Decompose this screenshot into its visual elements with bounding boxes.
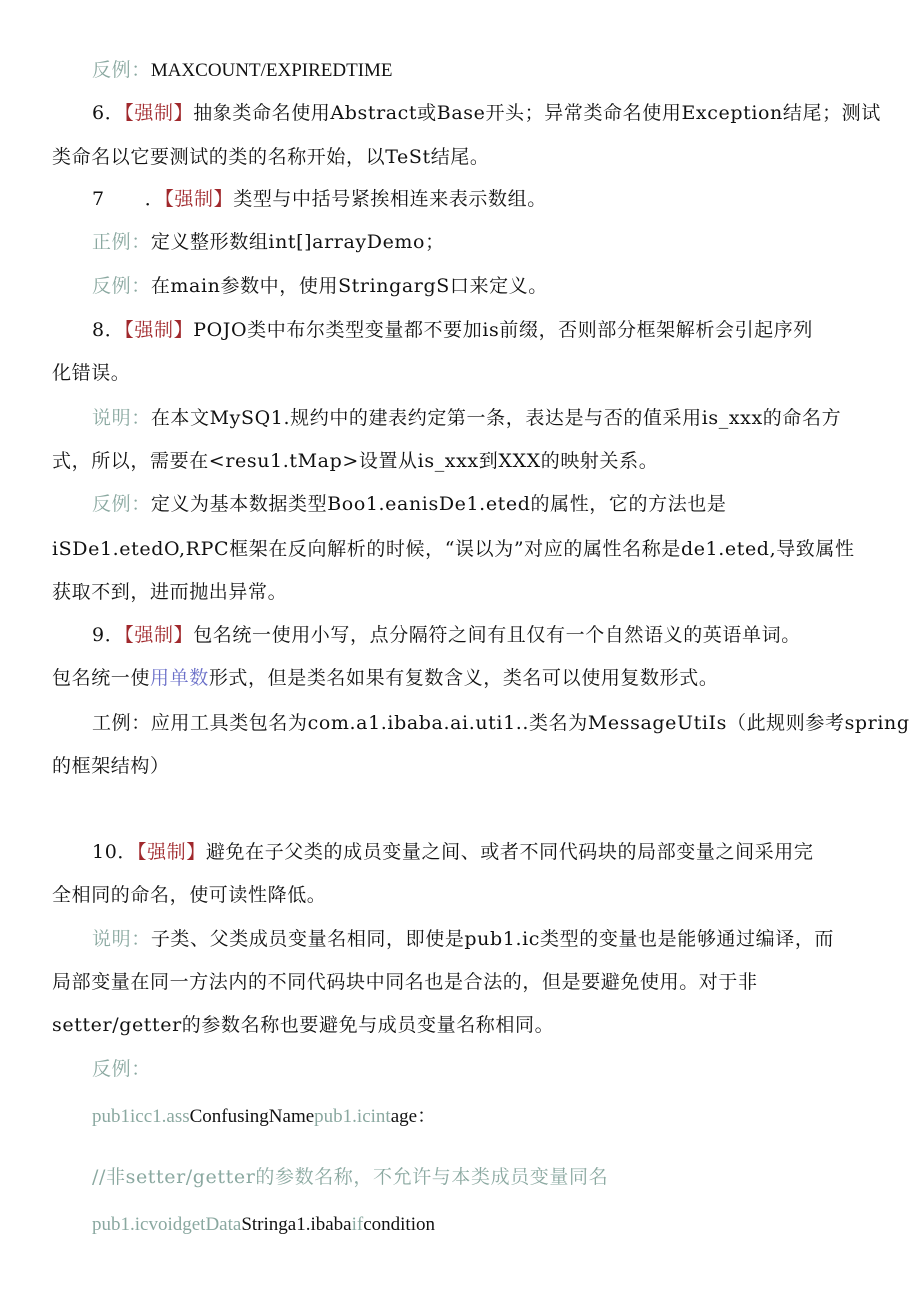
counter-example-2	[92, 273, 548, 299]
rule-8-line-1	[92, 317, 813, 343]
text: 在本文MySQ1.规约中的建表约定第一条，表达是与否的值采用is_xxx的命名方	[150, 407, 842, 429]
counter-example-1	[92, 57, 393, 84]
code-keyword: pub1.icvoidgetData	[92, 1214, 242, 1235]
rule-number: 7	[92, 188, 105, 210]
rule-9-line-1	[92, 622, 801, 648]
text: 局部变量在同一方法内的不同代码块中同名也是合法的，但是要避免使用。对于非	[52, 971, 758, 993]
code-line-2	[92, 1212, 435, 1238]
text: 子类、父类成员变量名相同，即使是pub1.ic类型的变量也是能够通过编译，而	[150, 928, 835, 950]
text: 包名统一使用小写，点分隔符之间有且仅有一个自然语义的英语单词。	[193, 624, 801, 646]
text: 类型与中括号紧挨相连来表示数组。	[233, 188, 547, 210]
label-counter-example: 反例：	[92, 493, 151, 515]
label-positive-example: 正例：	[92, 231, 151, 253]
counter-example-3-line-2	[52, 536, 855, 562]
text: 的框架结构）	[52, 755, 170, 777]
text: MAXCOUNT/EXPIREDTIME	[150, 60, 393, 81]
explanation-2-line-3	[52, 1012, 554, 1038]
code-keyword: pub1.icint	[314, 1106, 391, 1127]
text: 包名统一使	[52, 667, 151, 689]
text: 类命名以它要测试的类的名称开始，以TeSt结尾。	[52, 146, 490, 168]
rule-number: 9．	[92, 624, 125, 646]
text: 工例：应用工具类包名为com.a1.ibaba.ai.uti1..类名为MessageUtiIs（此规则参考spring	[92, 712, 910, 734]
comment-text: //非setter/getter的参数名称，不允许与本类成员变量同名	[92, 1166, 609, 1188]
code-identifier: Stringa1.ibaba	[241, 1214, 352, 1235]
rule-number: 6．	[92, 102, 125, 124]
label-counter-example: 反例：	[92, 1058, 151, 1080]
explanation-1-line-2	[52, 448, 658, 474]
rule-7-line-1	[92, 186, 547, 212]
rule-10-line-2	[52, 882, 326, 908]
code-line-1	[92, 1104, 436, 1130]
positive-example-1	[92, 229, 445, 255]
text: 式，所以，需要在<resu1.tMap>设置从is_xxx到XXX的映射关系。	[52, 450, 659, 472]
text: 定义为基本数据类型Boo1.eanisDe1.eted的属性，它的方法也是	[150, 493, 727, 515]
rule-number: 10．	[92, 841, 137, 863]
code-keyword: if	[351, 1214, 364, 1235]
mandatory-tag: 【强制】	[124, 624, 194, 646]
text: iSDe1.etedO,RPC框架在反向解析的时候，“误以为”对应的属性名称是de1.eted,导致属性	[52, 538, 855, 560]
explanation-2-line-2	[52, 969, 758, 995]
label-explanation: 说明：	[92, 407, 151, 429]
rule-8-line-2	[52, 360, 130, 386]
rule-dot: ．	[144, 188, 165, 210]
mandatory-tag: 【强制】	[164, 188, 234, 210]
text: 在main参数中，使用StringargS口来定义。	[150, 275, 548, 297]
example-line-2	[52, 753, 170, 779]
rule-6-line-2	[52, 144, 490, 170]
explanation-1-line-1	[92, 405, 841, 431]
counter-example-4-label	[92, 1056, 151, 1082]
text: 定义整形数组int[]arrayDemo；	[150, 231, 445, 253]
code-keyword: pub1icc1.ass	[92, 1106, 190, 1127]
text: 获取不到，进而抛出异常。	[52, 581, 288, 603]
mandatory-tag: 【强制】	[124, 319, 194, 341]
counter-example-3-line-3	[52, 579, 287, 605]
counter-example-3-line-1	[92, 491, 727, 517]
rule-10-line-1	[92, 839, 814, 865]
code-identifier: ConfusingName	[189, 1106, 315, 1127]
mandatory-tag: 【强制】	[124, 102, 194, 124]
text: 化错误。	[52, 362, 131, 384]
rule-number: 8．	[92, 319, 125, 341]
code-identifier: age：	[390, 1106, 437, 1127]
rule-9-line-2	[52, 665, 718, 691]
text: 抽象类命名使用Abstract或Base开头；异常类命名使用Exception结尾；测试	[193, 102, 881, 124]
mandatory-tag: 【强制】	[136, 841, 206, 863]
example-line-1	[92, 710, 910, 736]
explanation-2-line-1	[92, 926, 834, 952]
code-identifier: condition	[363, 1214, 435, 1235]
text: setter/getter的参数名称也要避免与成员变量名称相同。	[52, 1014, 555, 1036]
highlight-text: 用单数	[150, 667, 209, 689]
label-counter-example: 反例：	[92, 275, 151, 297]
text: 形式，但是类名如果有复数含义，类名可以使用复数形式。	[208, 667, 719, 689]
text: POJO类中布尔类型变量都不要加is前缀，否则部分框架解析会引起序列	[193, 319, 813, 341]
text: 避免在子父类的成员变量之间、或者不同代码块的局部变量之间采用完	[205, 841, 814, 863]
code-comment	[92, 1164, 608, 1190]
label-counter-example: 反例：	[92, 59, 151, 81]
text: 全相同的命名，使可读性降低。	[52, 884, 327, 906]
label-explanation: 说明：	[92, 928, 151, 950]
rule-6-line-1	[92, 100, 881, 126]
